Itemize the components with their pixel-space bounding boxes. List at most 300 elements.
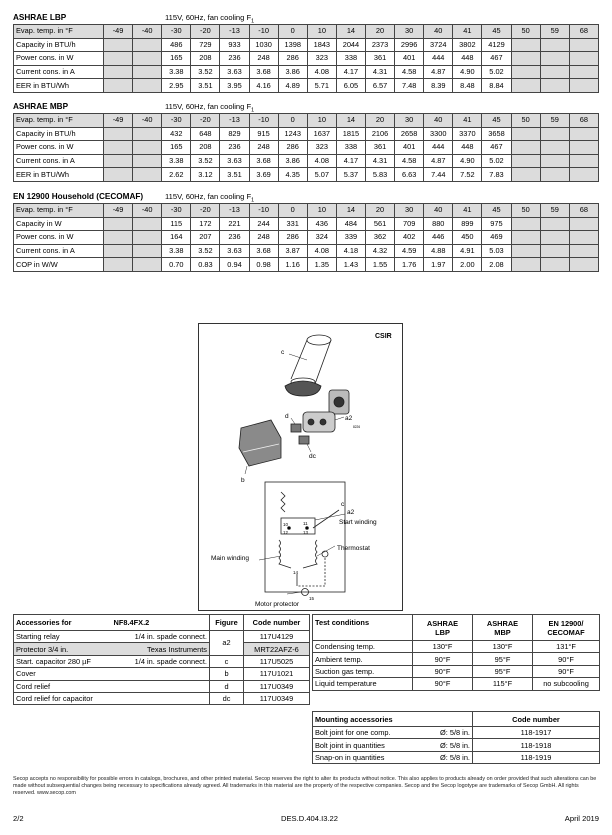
- figure-header: Figure: [210, 615, 244, 631]
- compressor-wiring-diagram: [198, 323, 403, 611]
- value-cell: 323: [307, 52, 336, 66]
- performance-table: [13, 113, 599, 182]
- value-cell: 4.32: [365, 244, 394, 258]
- value-cell: 561: [365, 217, 394, 231]
- value-cell: 5.02: [482, 154, 511, 168]
- value-cell: 4.35: [278, 168, 307, 182]
- value-cell: 7.48: [395, 79, 424, 93]
- performance-row: [14, 141, 599, 155]
- temp-header-cell: -30: [162, 204, 191, 218]
- value-cell: 3.63: [220, 154, 249, 168]
- empty-cell: [511, 65, 540, 79]
- value-cell: 8.39: [424, 79, 453, 93]
- empty-cell: [511, 38, 540, 52]
- accessory-detail: [112, 668, 210, 680]
- pin-13: 13: [303, 530, 309, 535]
- temp-header-cell: 10: [307, 204, 336, 218]
- test-condition-value: 95°F: [473, 653, 533, 665]
- value-cell: 401: [395, 52, 424, 66]
- empty-cell: [133, 127, 162, 141]
- csir-label: CSIR: [375, 333, 392, 340]
- value-cell: 324: [307, 231, 336, 245]
- mounting-name: Bolt joint for one comp.: [313, 727, 413, 739]
- row-label: Capacity in BTU/h: [14, 127, 104, 141]
- empty-cell: [104, 141, 133, 155]
- value-cell: 915: [249, 127, 278, 141]
- empty-cell: [133, 52, 162, 66]
- value-cell: 469: [482, 231, 511, 245]
- accessories-header: [14, 615, 310, 631]
- test-condition-row: [313, 641, 600, 653]
- empty-cell: [133, 79, 162, 93]
- value-cell: 5.71: [307, 79, 336, 93]
- value-cell: 236: [220, 231, 249, 245]
- test-condition-row: [313, 653, 600, 665]
- empty-cell: [133, 231, 162, 245]
- header-line-1: ASHRAE: [486, 618, 519, 628]
- value-cell: 4.08: [307, 154, 336, 168]
- pin-11: 11: [303, 521, 308, 526]
- mounting-row: [313, 739, 600, 751]
- cord-relief-capacitor: [299, 436, 309, 444]
- value-cell: 4.90: [453, 154, 482, 168]
- test-condition-row: [313, 665, 600, 677]
- value-cell: 361: [365, 52, 394, 66]
- empty-cell: [133, 154, 162, 168]
- value-cell: 3.63: [220, 244, 249, 258]
- test-condition-value: 130°F: [413, 641, 473, 653]
- tiny-code: 8226: [353, 425, 361, 429]
- temp-header-cell: 20: [365, 114, 394, 128]
- value-cell: 248: [249, 231, 278, 245]
- value-cell: 3.68: [249, 244, 278, 258]
- mounting-code: 118-1918: [473, 739, 600, 751]
- temp-header-cell: -13: [220, 204, 249, 218]
- test-condition-row: [313, 678, 600, 690]
- value-cell: 648: [191, 127, 220, 141]
- value-cell: 6.57: [365, 79, 394, 93]
- test-condition-value: 90°F: [413, 653, 473, 665]
- value-cell: 1243: [278, 127, 307, 141]
- value-cell: 4.58: [395, 154, 424, 168]
- performance-row: [14, 38, 599, 52]
- subtitle-subscript: 1: [251, 107, 255, 114]
- accessory-figure: c: [210, 655, 244, 667]
- value-cell: 2996: [395, 38, 424, 52]
- temp-header-cell: -20: [191, 114, 220, 128]
- page-footer: [13, 814, 599, 826]
- temp-header-cell: -10: [249, 204, 278, 218]
- mounting-name: Snap-on in quantities: [313, 751, 413, 763]
- empty-cell: [104, 154, 133, 168]
- page-number: 2/2: [13, 814, 24, 823]
- empty-cell: [511, 127, 540, 141]
- value-cell: 3.87: [278, 244, 307, 258]
- empty-cell: [540, 154, 569, 168]
- empty-cell: [511, 52, 540, 66]
- row-label: Current cons. in A: [14, 65, 104, 79]
- value-cell: 5.03: [482, 244, 511, 258]
- value-cell: 2106: [365, 127, 394, 141]
- value-cell: 0.70: [162, 258, 191, 272]
- section-header: [13, 12, 599, 24]
- value-cell: 975: [482, 217, 511, 231]
- temp-header-cell: 41: [453, 204, 482, 218]
- empty-cell: [569, 79, 598, 93]
- row-label: Current cons. in A: [14, 244, 104, 258]
- empty-cell: [104, 217, 133, 231]
- pin-14: 14: [293, 570, 299, 575]
- accessory-name: Protector 3/4 in.: [14, 643, 112, 655]
- value-cell: 467: [482, 52, 511, 66]
- row-label: Power cons. in W: [14, 141, 104, 155]
- value-cell: 4.08: [307, 65, 336, 79]
- empty-cell: [511, 258, 540, 272]
- value-cell: 165: [162, 141, 191, 155]
- value-cell: 8.48: [453, 79, 482, 93]
- test-condition-label: Suction gas temp.: [313, 665, 413, 677]
- value-cell: 5.02: [482, 65, 511, 79]
- mounting-accessories-table: [312, 711, 600, 764]
- accessory-figure: dc: [210, 692, 244, 704]
- section-subtitle: [165, 101, 254, 117]
- accessory-figure: d: [210, 680, 244, 692]
- accessory-figure: b: [210, 668, 244, 680]
- empty-cell: [104, 52, 133, 66]
- mounting-title: Mounting accessories: [313, 712, 473, 727]
- temp-header-cell: 20: [365, 204, 394, 218]
- temp-header-cell: 0: [278, 25, 307, 39]
- ashrae-lbp-section: [13, 12, 599, 93]
- value-cell: 2658: [395, 127, 424, 141]
- terminal-cover: [239, 420, 281, 466]
- value-cell: 6.05: [336, 79, 365, 93]
- value-cell: 4.58: [395, 65, 424, 79]
- value-cell: 829: [220, 127, 249, 141]
- value-cell: 331: [278, 217, 307, 231]
- label-d: d: [285, 413, 289, 420]
- thermostat-contact: [322, 551, 328, 557]
- mounting-code: 118-1917: [473, 727, 600, 739]
- value-cell: 5.07: [307, 168, 336, 182]
- test-condition-label: Liquid temperature: [313, 678, 413, 690]
- value-cell: 3.38: [162, 244, 191, 258]
- empty-cell: [540, 258, 569, 272]
- value-cell: 1.55: [365, 258, 394, 272]
- value-cell: 1.35: [307, 258, 336, 272]
- value-cell: 362: [365, 231, 394, 245]
- empty-cell: [511, 231, 540, 245]
- empty-cell: [569, 231, 598, 245]
- performance-row: [14, 168, 599, 182]
- subtitle-text: 115V, 60Hz, fan cooling F: [165, 102, 252, 111]
- value-cell: 1843: [307, 38, 336, 52]
- empty-cell: [104, 38, 133, 52]
- mounting-header: [313, 712, 600, 727]
- test-condition-value: 90°F: [413, 665, 473, 677]
- value-cell: 3724: [424, 38, 453, 52]
- empty-cell: [540, 52, 569, 66]
- capacitor-body: [291, 340, 331, 384]
- document-code: DES.D.404.I3.22: [281, 814, 338, 823]
- value-cell: 286: [278, 231, 307, 245]
- label-main-winding: Main winding: [211, 555, 249, 562]
- empty-cell: [540, 79, 569, 93]
- mounting-row: [313, 727, 600, 739]
- value-cell: 709: [395, 217, 424, 231]
- label-dc: dc: [309, 453, 316, 460]
- value-cell: 729: [191, 38, 220, 52]
- value-cell: 286: [278, 141, 307, 155]
- section-title: EN 12900 Household (CECOMAF): [13, 192, 144, 201]
- temp-header-cell: 30: [395, 25, 424, 39]
- label-start-winding: Start winding: [339, 519, 377, 526]
- value-cell: 4.16: [249, 79, 278, 93]
- value-cell: 361: [365, 141, 394, 155]
- label-thermostat: Thermostat: [337, 545, 370, 552]
- performance-row: [14, 258, 599, 272]
- en12900-header: [533, 615, 600, 641]
- value-cell: 248: [249, 52, 278, 66]
- value-cell: 2.08: [482, 258, 511, 272]
- empty-cell: [511, 141, 540, 155]
- accessory-name: Cord relief for capacitor: [14, 692, 112, 704]
- leader-a2-top: [335, 417, 344, 420]
- empty-cell: [511, 217, 540, 231]
- value-cell: 4.91: [453, 244, 482, 258]
- temp-header-cell: 50: [511, 25, 540, 39]
- accessory-row: [14, 692, 310, 704]
- value-cell: 1637: [307, 127, 336, 141]
- document-date: April 2019: [564, 814, 599, 823]
- pin-12: 12: [283, 530, 289, 535]
- value-cell: 401: [395, 141, 424, 155]
- mounting-size: Ø: 5/8 in.: [413, 739, 473, 751]
- value-cell: 2373: [365, 38, 394, 52]
- value-cell: 3.86: [278, 65, 307, 79]
- accessory-figure: a2: [210, 631, 244, 656]
- capacitor-top-ellipse: [307, 335, 331, 345]
- value-cell: 4.17: [336, 65, 365, 79]
- value-cell: 4.31: [365, 65, 394, 79]
- value-cell: 208: [191, 52, 220, 66]
- temp-header-cell: 40: [424, 25, 453, 39]
- temp-header-cell: -49: [104, 204, 133, 218]
- value-cell: 402: [395, 231, 424, 245]
- accessory-name: Cover: [14, 668, 112, 680]
- empty-cell: [540, 217, 569, 231]
- value-cell: 286: [278, 52, 307, 66]
- empty-cell: [104, 258, 133, 272]
- temp-header-cell: 14: [336, 114, 365, 128]
- temp-header-cell: -49: [104, 25, 133, 39]
- section-title: ASHRAE MBP: [13, 102, 69, 111]
- value-cell: 4.88: [424, 244, 453, 258]
- value-cell: 338: [336, 52, 365, 66]
- value-cell: 3.12: [191, 168, 220, 182]
- test-conditions-table: [312, 614, 600, 691]
- value-cell: 4.59: [395, 244, 424, 258]
- value-cell: 7.44: [424, 168, 453, 182]
- row-label: Power cons. in W: [14, 52, 104, 66]
- empty-cell: [540, 127, 569, 141]
- performance-table: [13, 24, 599, 93]
- value-cell: 248: [249, 141, 278, 155]
- value-cell: 236: [220, 52, 249, 66]
- value-cell: 436: [307, 217, 336, 231]
- temp-header-cell: -10: [249, 25, 278, 39]
- accessory-name: Cord relief: [14, 680, 112, 692]
- empty-cell: [540, 168, 569, 182]
- empty-cell: [540, 231, 569, 245]
- performance-row: [14, 127, 599, 141]
- leader-d: [291, 418, 295, 424]
- label-b: b: [241, 477, 245, 484]
- value-cell: 5.83: [365, 168, 394, 182]
- schematic-frame: [265, 482, 345, 592]
- test-condition-value: 90°F: [533, 665, 600, 677]
- value-cell: 3.52: [191, 154, 220, 168]
- temp-header-cell: 59: [540, 114, 569, 128]
- temp-header-cell: -20: [191, 204, 220, 218]
- capacitor-clamp: [285, 381, 321, 396]
- value-cell: 3.68: [249, 65, 278, 79]
- value-cell: 4.18: [336, 244, 365, 258]
- empty-cell: [511, 168, 540, 182]
- start-winding-coil: [303, 540, 317, 568]
- subtitle-text: 115V, 60Hz, fan cooling F: [165, 13, 252, 22]
- empty-cell: [569, 258, 598, 272]
- accessories-table: [13, 614, 310, 705]
- value-cell: 8.84: [482, 79, 511, 93]
- value-cell: 446: [424, 231, 453, 245]
- value-cell: 3802: [453, 38, 482, 52]
- empty-cell: [540, 244, 569, 258]
- accessory-code: MRT22AFZ-6: [244, 643, 310, 655]
- value-cell: 165: [162, 52, 191, 66]
- test-condition-value: 90°F: [413, 678, 473, 690]
- section-header: [13, 101, 599, 113]
- empty-cell: [569, 244, 598, 258]
- temp-header-cell: 10: [307, 25, 336, 39]
- value-cell: 4.87: [424, 154, 453, 168]
- test-condition-value: 115°F: [473, 678, 533, 690]
- value-cell: 7.83: [482, 168, 511, 182]
- performance-row: [14, 79, 599, 93]
- relay-pin: [334, 397, 344, 407]
- value-cell: 164: [162, 231, 191, 245]
- empty-cell: [511, 79, 540, 93]
- value-cell: 3.86: [278, 154, 307, 168]
- mounting-name: Bolt joint in quantities: [313, 739, 413, 751]
- empty-cell: [511, 154, 540, 168]
- ashrae-mbp-header: [473, 615, 533, 641]
- value-cell: 4.08: [307, 244, 336, 258]
- value-cell: 1.76: [395, 258, 424, 272]
- temp-header-cell: -30: [162, 25, 191, 39]
- value-cell: 3300: [424, 127, 453, 141]
- value-cell: 244: [249, 217, 278, 231]
- subtitle-subscript: 1: [251, 197, 255, 204]
- value-cell: 221: [220, 217, 249, 231]
- accessory-code: 117U1021: [244, 668, 310, 680]
- value-cell: 3.51: [191, 79, 220, 93]
- temp-header-cell: 68: [569, 114, 598, 128]
- value-cell: 2.62: [162, 168, 191, 182]
- test-conditions-title: Test conditions: [313, 615, 413, 641]
- ashrae-mbp-section: [13, 101, 599, 182]
- empty-cell: [133, 258, 162, 272]
- mounting-size: Ø: 5/8 in.: [413, 727, 473, 739]
- temp-header-cell: -10: [249, 114, 278, 128]
- value-cell: 3.51: [220, 168, 249, 182]
- main-winding-coil: [279, 540, 291, 568]
- empty-cell: [104, 231, 133, 245]
- performance-row: [14, 154, 599, 168]
- accessory-detail: 1/4 in. spade connect.: [112, 631, 210, 643]
- leader-b: [245, 466, 247, 474]
- subtitle-subscript: 1: [251, 18, 255, 25]
- accessory-detail: [112, 680, 210, 692]
- temp-header-cell: -40: [133, 204, 162, 218]
- label-c-top: c: [281, 349, 285, 356]
- en12900-section: [13, 191, 599, 272]
- value-cell: 3.38: [162, 154, 191, 168]
- value-cell: 1.16: [278, 258, 307, 272]
- leader-dc: [307, 444, 311, 452]
- value-cell: 172: [191, 217, 220, 231]
- performance-table: [13, 203, 599, 272]
- test-condition-label: Ambient temp.: [313, 653, 413, 665]
- value-cell: 5.37: [336, 168, 365, 182]
- test-condition-value: 131°F: [533, 641, 600, 653]
- header-line-2: MBP: [494, 627, 511, 637]
- value-cell: 1815: [336, 127, 365, 141]
- value-cell: 3.52: [191, 244, 220, 258]
- row-label: COP in W/W: [14, 258, 104, 272]
- pin-15: 15: [309, 596, 315, 601]
- value-cell: 0.83: [191, 258, 220, 272]
- header-line-1: ASHRAE: [426, 618, 459, 628]
- row-label: EER in BTU/Wh: [14, 79, 104, 93]
- temp-header-cell: -13: [220, 114, 249, 128]
- empty-cell: [540, 38, 569, 52]
- value-cell: 6.63: [395, 168, 424, 182]
- temp-header-cell: 68: [569, 25, 598, 39]
- evap-temp-label: Evap. temp. in °F: [14, 114, 104, 128]
- value-cell: 2.95: [162, 79, 191, 93]
- header-line-2: LBP: [435, 627, 450, 637]
- test-condition-value: 95°F: [473, 665, 533, 677]
- header-line-2: CECOMAF: [547, 627, 585, 637]
- temp-header-cell: -20: [191, 25, 220, 39]
- empty-cell: [569, 127, 598, 141]
- performance-row: [14, 231, 599, 245]
- temp-header-cell: 45: [482, 25, 511, 39]
- label-a2: a2: [347, 509, 355, 516]
- leader-thermostat: [317, 546, 335, 556]
- accessories-title: Accessories for: [14, 615, 112, 631]
- value-cell: 3.38: [162, 65, 191, 79]
- temp-header-cell: -30: [162, 114, 191, 128]
- value-cell: 115: [162, 217, 191, 231]
- mounting-code-header: Code number: [473, 712, 600, 727]
- empty-cell: [540, 141, 569, 155]
- value-cell: 4.89: [278, 79, 307, 93]
- value-cell: 3658: [482, 127, 511, 141]
- disclaimer-text: Secop accepts no responsibility for possible errors in catalogs, brochures, and other printed material. Secop reserves the right to alter its products without notice. This also applies to products already on order provided that such alterations can be made without subsequential changes being necessary to specifications already agreed. All trademarks in this material are the property of the respective companies. Secop and the Secop logotype are trademarks of Secop GmbH. All rights reserved. www.secop.com: [13, 776, 597, 797]
- empty-cell: [133, 141, 162, 155]
